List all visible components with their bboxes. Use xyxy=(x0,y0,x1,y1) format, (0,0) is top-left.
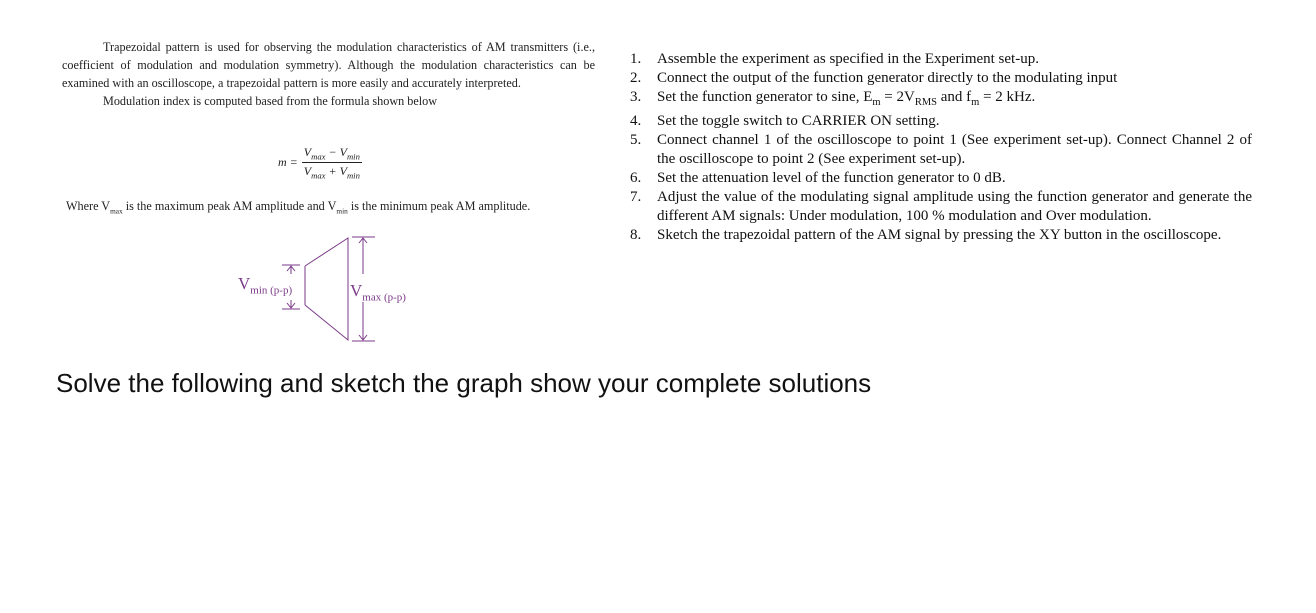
procedure-step-2: 2. Connect the output of the function generator directly to the modulating input xyxy=(630,70,1118,86)
formula-denominator: $V_{max} + V_{min}$ xyxy=(303,164,360,181)
procedure-step-3: 3. Set the function generator to sine, $E_m = 2V_{RMS}$ and $f_m = 2$ kHz. xyxy=(630,89,1036,108)
formula-lhs: m = xyxy=(278,155,298,170)
trapezoid-diagram xyxy=(230,228,430,353)
procedure-column xyxy=(630,50,1252,245)
description-column xyxy=(62,38,595,110)
trapezoid-shape xyxy=(305,238,348,340)
intro-paragraph: Trapezoidal pattern is used for observing the modulation characteristics of AM transmitters (i.e., coefficient of modulation and modulation symmetry). Although the modulation characteristics can be examined with an oscilloscope, a trapezoidal pattern is more easily and accurately interpreted. xyxy=(62,40,595,90)
modulation-index-line: Modulation index is computed based from the formula shown below xyxy=(103,94,438,108)
question-heading: Solve the following and sketch the graph show your complete solutions xyxy=(56,368,872,398)
vmax-label: $V_{max (p-p)}$ xyxy=(350,281,406,304)
modulation-formula xyxy=(278,145,362,181)
formula-numerator: $V_{max} - V_{min}$ xyxy=(303,145,360,162)
procedure-step-7: 7. Adjust the value of the modulating signal amplitude using the function generator and generate the different AM signals: Under modulation, 100 % modulation and Over modulation. xyxy=(630,189,1252,224)
procedure-step-8: 8. Sketch the trapezoidal pattern of the AM signal by pressing the XY button in the oscilloscope. xyxy=(630,227,1222,243)
definition-line: Where $V_{max}$ is the maximum peak AM amplitude and $V_{min}$ is the minimum peak AM amplitude. xyxy=(66,199,531,216)
procedure-step-5: 5. Connect channel 1 of the oscilloscope to point 1 (See experiment set-up). Connect Channel 2 of the oscilloscope to point 2 (See experiment set-up). xyxy=(630,132,1252,167)
procedure-step-6: 6. Set the attenuation level of the function generator to 0 dB. xyxy=(630,170,1006,186)
procedure-step-1: 1. Assemble the experiment as specified in the Experiment set-up. xyxy=(630,51,1039,67)
procedure-step-4: 4. Set the toggle switch to CARRIER ON setting. xyxy=(630,113,940,129)
procedure-list xyxy=(630,50,1252,245)
vmin-label: $V_{min (p-p)}$ xyxy=(238,274,293,297)
formula-fraction xyxy=(302,145,362,181)
